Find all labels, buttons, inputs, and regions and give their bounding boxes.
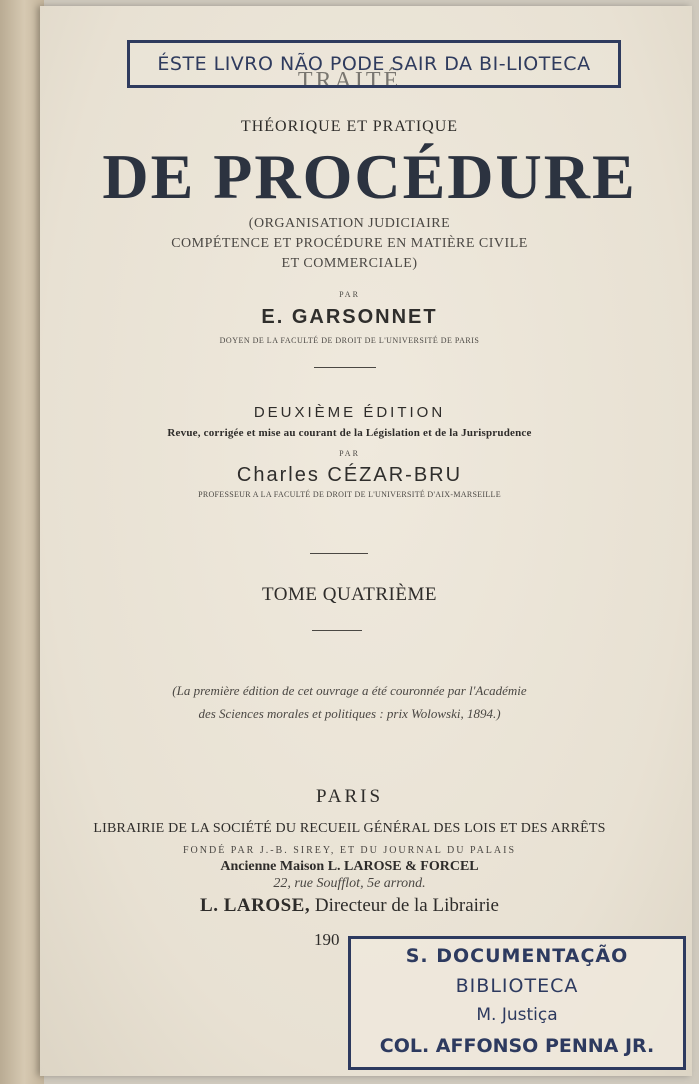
- imprint-director: [0, 895, 699, 917]
- main-title: DE PROCÉDURE: [102, 141, 637, 212]
- edition-label: DEUXIÈME ÉDITION: [253, 404, 446, 421]
- imprint-maison: Ancienne Maison L. LAROSE & FORCEL: [220, 859, 479, 874]
- imprint-publisher: LIBRAIRIE DE LA SOCIÉTÉ DU RECUEIL GÉNÉRAL DES LOIS ET DES ARRÊTS: [93, 821, 606, 836]
- imprint-year: 190: [314, 930, 340, 949]
- title-theorique: THÉORIQUE ET PRATIQUE: [240, 118, 459, 135]
- stamp-line: COL. AFFONSO PENNA JR.: [379, 1035, 655, 1057]
- divider: [310, 553, 368, 554]
- imprint-address: 22, rue Soufflot, 5e arrond.: [273, 876, 426, 891]
- divider: [314, 367, 376, 368]
- tome-label: TOME QUATRIÈME: [261, 584, 437, 605]
- prize-note-line: (La première édition de cet ouvrage a été couronnée par l'Académie: [172, 683, 527, 698]
- imprint-founded: FONDÉ PAR J.-B. SIREY, ET DU JOURNAL DU PALAIS: [182, 845, 517, 856]
- stamp-line: BIBLIOTECA: [455, 975, 579, 997]
- reviser-title: PROFESSEUR A LA FACULTÉ DE DROIT DE L'UNIVERSITÉ D'AIX-MARSEILLE: [198, 490, 501, 499]
- director-role: Directeur de la Librairie: [310, 895, 499, 916]
- subtitle-line: ET COMMERCIALE): [281, 256, 418, 271]
- director-name: L. LAROSE,: [200, 895, 311, 916]
- reviser-name: Charles CÉZAR-BRU: [236, 464, 463, 486]
- stamp-line: S. DOCUMENTAÇÃO: [405, 945, 629, 967]
- author-name: E. GARSONNET: [261, 306, 438, 328]
- imprint-city: PARIS: [315, 786, 384, 807]
- edition-revision: Revue, corrigée et mise au courant de la Législation et de la Jurisprudence: [167, 427, 532, 439]
- stamp-line: M. Justiça: [476, 1005, 558, 1025]
- divider: [312, 630, 362, 631]
- title-traite: TRAITÉ: [297, 68, 402, 94]
- library-stamp-bottom: [348, 936, 686, 1070]
- by-label: PAR: [339, 449, 360, 458]
- by-label: PAR: [339, 290, 360, 299]
- subtitle-line: (ORGANISATION JUDICIAIRE: [248, 216, 451, 231]
- author-title: DOYEN DE LA FACULTÉ DE DROIT DE L'UNIVERSITÉ DE PARIS: [219, 336, 480, 345]
- subtitle-line: COMPÉTENCE ET PROCÉDURE EN MATIÈRE CIVILE: [171, 236, 528, 251]
- library-stamp-top: ÉSTE LIVRO NÃO PODE SAIR DA BI-LIOTECA: [127, 40, 621, 88]
- prize-note-line: des Sciences morales et politiques : prix Wolowski, 1894.): [198, 706, 501, 721]
